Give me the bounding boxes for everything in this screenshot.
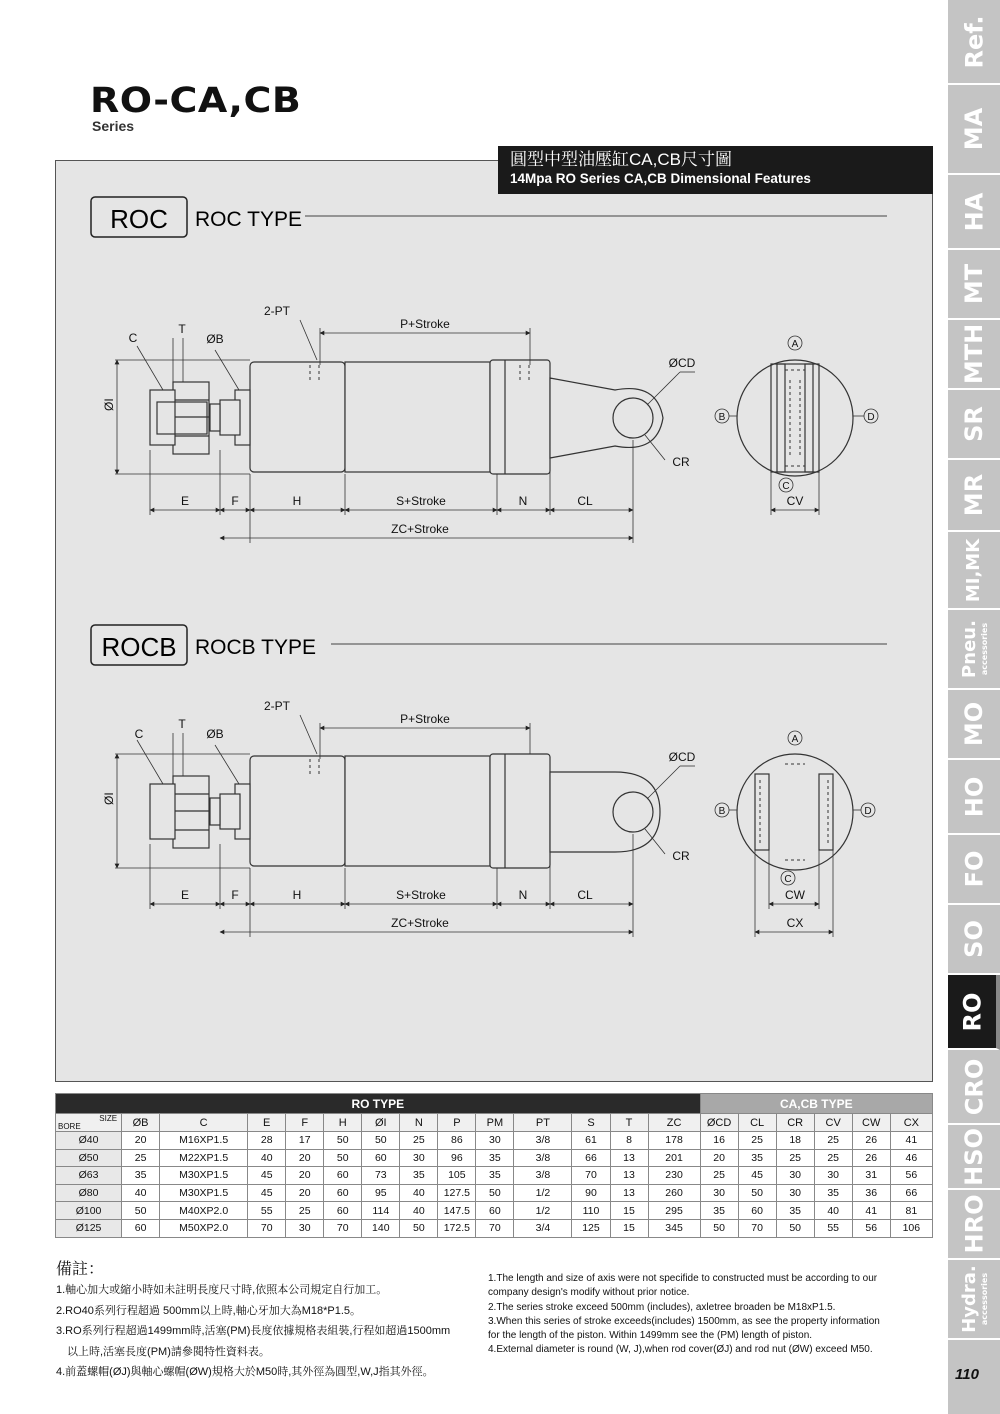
col-header: T xyxy=(610,1114,648,1132)
notes-zh xyxy=(56,1280,476,1383)
tab-cro[interactable] xyxy=(948,1050,1000,1125)
tab-label xyxy=(960,1128,988,1186)
table-cell: 35 xyxy=(476,1149,514,1167)
tab-fo[interactable] xyxy=(948,835,1000,905)
col-header: H xyxy=(324,1114,362,1132)
bore-cell: Ø63 xyxy=(56,1167,122,1185)
table-cell: 201 xyxy=(648,1149,700,1167)
table-cell: 3/8 xyxy=(514,1149,572,1167)
bore-cell: Ø125 xyxy=(56,1219,122,1237)
tab-hso[interactable] xyxy=(948,1125,1000,1190)
tab-label xyxy=(960,192,988,231)
roc-dim-cd: ØCD xyxy=(668,356,696,370)
tab-label-text: MI,MK xyxy=(963,538,985,602)
rocb-dim-cd: ØCD xyxy=(668,750,696,764)
col-header: N xyxy=(400,1114,438,1132)
bore-cell: Ø50 xyxy=(56,1149,122,1167)
table-cell: 96 xyxy=(438,1149,476,1167)
table-cell: 25 xyxy=(400,1132,438,1150)
roc-point-d: D xyxy=(867,412,875,423)
table-cell: M50XP2.0 xyxy=(160,1219,248,1237)
rocb-dim-p-stroke: P+Stroke xyxy=(400,712,450,726)
col-header: C xyxy=(160,1114,248,1132)
table-cell: 70 xyxy=(738,1219,776,1237)
rocb-dim-b: ØB xyxy=(206,727,224,741)
tab-label-text: MR xyxy=(960,473,988,517)
rocb-point-b: B xyxy=(718,806,726,817)
tab-label-text: SO xyxy=(960,920,988,958)
table-cell: 35 xyxy=(476,1167,514,1185)
table-cell: 86 xyxy=(438,1132,476,1150)
table-cell: 60 xyxy=(476,1202,514,1220)
table-cell: 40 xyxy=(400,1202,438,1220)
table-cell: 25 xyxy=(776,1149,814,1167)
col-header: ZC xyxy=(648,1114,700,1132)
tab-mth[interactable] xyxy=(948,320,1000,390)
tab-pneu[interactable] xyxy=(948,610,1000,690)
tab-sublabel: accessories xyxy=(980,622,989,676)
table-cell: 260 xyxy=(648,1184,700,1202)
table-cell: 95 xyxy=(362,1184,400,1202)
tab-label xyxy=(959,1265,989,1333)
table-cell: M30XP1.5 xyxy=(160,1167,248,1185)
rocb-dim-h: H xyxy=(292,888,302,902)
group-ca-cb-type: CA,CB TYPE xyxy=(700,1094,932,1114)
tab-label xyxy=(964,538,985,601)
note-zh-line: 2.RO40系列行程超過 500mm以上時,軸心牙加大為M18*P1.5。 xyxy=(56,1304,362,1317)
tab-label xyxy=(960,324,988,384)
roc-badge: ROC xyxy=(110,204,168,234)
table-cell: 50 xyxy=(362,1132,400,1150)
page-number: 110 xyxy=(955,1366,979,1383)
table-cell: 105 xyxy=(438,1167,476,1185)
tab-label-text: RO xyxy=(957,992,986,1031)
table-cell: 60 xyxy=(362,1149,400,1167)
table-cell: 20 xyxy=(286,1167,324,1185)
tab-label-text: HO xyxy=(960,776,988,817)
table-cell: 25 xyxy=(738,1132,776,1150)
tab-label xyxy=(960,702,988,746)
roc-dim-f: F xyxy=(231,494,239,508)
series-subtitle: Series xyxy=(92,118,135,134)
table-cell: 30 xyxy=(400,1149,438,1167)
note-zh-line: 1.軸心加大或縮小時如未註明長度尺寸時,依照本公司規定自行加工。 xyxy=(56,1284,388,1296)
table-cell: 230 xyxy=(648,1167,700,1185)
tab-label-text: SR xyxy=(959,406,988,442)
roc-dim-pt: 2-PT xyxy=(263,304,291,318)
table-cell: 90 xyxy=(572,1184,610,1202)
tab-label xyxy=(960,851,988,888)
table-cell: 3/4 xyxy=(514,1219,572,1237)
col-header: CX xyxy=(890,1114,932,1132)
table-cell: 20 xyxy=(122,1132,160,1150)
table-row xyxy=(56,1149,933,1167)
tab-label xyxy=(960,108,988,150)
table-cell: M40XP2.0 xyxy=(160,1202,248,1220)
rocb-point-a: A xyxy=(791,734,799,745)
rocb-dim-s-stroke: S+Stroke xyxy=(396,888,446,902)
tab-label-text: HSO xyxy=(960,1127,988,1186)
table-cell: 50 xyxy=(324,1132,362,1150)
table-cell: 60 xyxy=(738,1202,776,1220)
table-cell: 41 xyxy=(852,1202,890,1220)
tab-hydra[interactable] xyxy=(948,1260,1000,1340)
table-cell: 61 xyxy=(572,1132,610,1150)
rocb-point-d: D xyxy=(864,806,872,817)
table-cell: 17 xyxy=(286,1132,324,1150)
rocb-dim-cx: CX xyxy=(786,916,804,930)
table-cell: 30 xyxy=(776,1167,814,1185)
series-title: RO-CA,CB xyxy=(90,80,302,121)
tab-label-text: Pneu. xyxy=(959,620,980,678)
table-cell: 40 xyxy=(814,1202,852,1220)
table-cell: 45 xyxy=(248,1167,286,1185)
table-cell: 40 xyxy=(122,1184,160,1202)
table-row xyxy=(56,1132,933,1150)
rocb-dim-cl: CL xyxy=(577,888,593,902)
bore-cell: Ø80 xyxy=(56,1184,122,1202)
table-cell: 55 xyxy=(814,1219,852,1237)
table-cell: 45 xyxy=(738,1167,776,1185)
table-cell: 50 xyxy=(400,1219,438,1237)
table-cell: M30XP1.5 xyxy=(160,1184,248,1202)
table-cell: 110 xyxy=(572,1202,610,1220)
rocb-point-c: C xyxy=(784,874,792,885)
tab-ho[interactable] xyxy=(948,760,1000,835)
tab-label-text: MA xyxy=(960,107,988,151)
col-header: F xyxy=(286,1114,324,1132)
table-cell: 45 xyxy=(248,1184,286,1202)
table-header-row xyxy=(56,1114,933,1132)
roc-point-a: A xyxy=(791,339,799,350)
col-header: CL xyxy=(738,1114,776,1132)
table-cell: 106 xyxy=(890,1219,932,1237)
table-cell: 3/8 xyxy=(514,1167,572,1185)
table-cell: 70 xyxy=(248,1219,286,1237)
table-cell: 20 xyxy=(286,1149,324,1167)
table-cell: 15 xyxy=(610,1219,648,1237)
rocb-type-label: ROCB TYPE xyxy=(195,636,316,659)
tab-label-text: Hydra. xyxy=(959,1265,981,1333)
col-header: PT xyxy=(514,1114,572,1132)
cylinder-drawings xyxy=(55,160,933,1082)
col-header: ØB xyxy=(122,1114,160,1132)
table-cell: 127.5 xyxy=(438,1184,476,1202)
roc-dim-cl: CL xyxy=(577,494,593,508)
rocb-section xyxy=(91,625,887,937)
table-cell: 35 xyxy=(814,1184,852,1202)
table-cell: 25 xyxy=(286,1202,324,1220)
rocb-badge: ROCB xyxy=(101,632,177,662)
table-cell: 55 xyxy=(248,1202,286,1220)
col-header: S xyxy=(572,1114,610,1132)
table-cell: 16 xyxy=(700,1132,738,1150)
table-cell: 125 xyxy=(572,1219,610,1237)
table-cell: 35 xyxy=(700,1202,738,1220)
table-cell: 15 xyxy=(610,1202,648,1220)
group-ro-type: RO TYPE xyxy=(56,1094,701,1114)
size-label: SIZE xyxy=(99,1114,118,1123)
note-en-line: company design's modify without prior notice. xyxy=(488,1287,690,1299)
note-zh-line: 4.前蓋螺帽(ØJ)與軸心螺帽(ØW)規格大於M50時,其外徑為圓型,W,J指其外徑。 xyxy=(56,1366,434,1378)
table-cell: 31 xyxy=(852,1167,890,1185)
roc-dim-c: C xyxy=(128,331,138,345)
table-cell: 3/8 xyxy=(514,1132,572,1150)
roc-point-b: B xyxy=(718,412,726,423)
table-cell: 25 xyxy=(700,1167,738,1185)
table-cell: 140 xyxy=(362,1219,400,1237)
table-cell: 345 xyxy=(648,1219,700,1237)
table-row xyxy=(56,1167,933,1185)
table-cell: 114 xyxy=(362,1202,400,1220)
col-header: ØI xyxy=(362,1114,400,1132)
table-cell: 81 xyxy=(890,1202,932,1220)
tab-mt[interactable] xyxy=(948,250,1000,320)
table-cell: 25 xyxy=(814,1149,852,1167)
roc-dim-zc-stroke: ZC+Stroke xyxy=(391,522,449,536)
roc-dim-p-stroke: P+Stroke xyxy=(400,317,450,331)
table-cell: 13 xyxy=(610,1167,648,1185)
table-cell: 66 xyxy=(890,1184,932,1202)
table-cell: 56 xyxy=(852,1219,890,1237)
table-cell: 18 xyxy=(776,1132,814,1150)
tab-sublabel: accessories xyxy=(980,1272,990,1326)
tab-mo[interactable] xyxy=(948,690,1000,760)
tab-ma[interactable] xyxy=(948,85,1000,175)
tab-label-text: HRO xyxy=(960,1194,988,1254)
table-cell: 172.5 xyxy=(438,1219,476,1237)
col-header: PM xyxy=(476,1114,514,1132)
roc-section xyxy=(91,197,887,543)
note-en-line: for the length of the piston. Within 1499mm see the (PM) length of piston. xyxy=(488,1330,813,1342)
table-cell: 35 xyxy=(122,1167,160,1185)
table-cell: 50 xyxy=(476,1184,514,1202)
table-cell: 70 xyxy=(476,1219,514,1237)
roc-dim-cr: CR xyxy=(672,455,690,469)
table-cell: 50 xyxy=(776,1219,814,1237)
roc-dim-n: N xyxy=(518,494,528,508)
rocb-dim-cw: CW xyxy=(785,888,805,902)
col-header: CR xyxy=(776,1114,814,1132)
bore-label: BORE xyxy=(58,1122,81,1131)
tab-label-text: MTH xyxy=(960,323,988,385)
table-row xyxy=(56,1184,933,1202)
table-cell: 35 xyxy=(776,1202,814,1220)
tab-label xyxy=(960,920,988,958)
category-tab-bar xyxy=(948,0,1000,1414)
table-cell: 178 xyxy=(648,1132,700,1150)
table-cell: 35 xyxy=(738,1149,776,1167)
table-cell: 50 xyxy=(700,1219,738,1237)
rocb-dim-f: F xyxy=(231,888,239,902)
rocb-dim-i: ØI xyxy=(102,792,116,805)
note-en-line: 3.When this series of stroke exceeds(includes) 1500mm, as see the property information xyxy=(488,1315,880,1327)
note-en-line: 2.The series stroke exceed 500mm (includes), axletree broaden be M18xP1.5. xyxy=(488,1301,836,1313)
table-cell: 26 xyxy=(852,1149,890,1167)
tab-label xyxy=(958,992,986,1031)
note-zh-line: 以上時,活塞長度(PM)請參閱特性資料表。 xyxy=(56,1345,270,1358)
rocb-dim-t: T xyxy=(178,717,186,731)
notes-title: 備註： xyxy=(56,1261,105,1278)
table-cell: M22XP1.5 xyxy=(160,1149,248,1167)
table-cell: 25 xyxy=(122,1149,160,1167)
table-cell: 1/2 xyxy=(514,1184,572,1202)
tab-label xyxy=(960,15,988,68)
tab-sr[interactable] xyxy=(948,390,1000,460)
table-cell: 40 xyxy=(248,1149,286,1167)
table-cell: 30 xyxy=(286,1219,324,1237)
roc-dim-i: ØI xyxy=(102,398,116,411)
banner-title-en: 14Mpa RO Series CA,CB Dimensional Features xyxy=(510,171,811,186)
bore-cell: Ø100 xyxy=(56,1202,122,1220)
roc-dim-s-stroke: S+Stroke xyxy=(396,494,446,508)
dimension-table xyxy=(55,1093,933,1238)
rocb-dim-c: C xyxy=(134,727,144,741)
table-cell: 28 xyxy=(248,1132,286,1150)
table-cell: 50 xyxy=(324,1149,362,1167)
table-cell: 30 xyxy=(814,1167,852,1185)
table-cell: M16XP1.5 xyxy=(160,1132,248,1150)
tab-label xyxy=(960,264,988,304)
table-cell: 13 xyxy=(610,1184,648,1202)
table-cell: 30 xyxy=(776,1184,814,1202)
tab-mi-mk[interactable] xyxy=(948,532,1000,610)
tab-ref[interactable] xyxy=(948,0,1000,85)
table-cell: 147.5 xyxy=(438,1202,476,1220)
banner-title-zh: 圓型中型油壓缸CA,CB尺寸圖 xyxy=(510,150,732,169)
col-header: E xyxy=(248,1114,286,1132)
col-header: CV xyxy=(814,1114,852,1132)
tab-label-text: HA xyxy=(959,192,988,231)
table-cell: 1/2 xyxy=(514,1202,572,1220)
tab-label-text: CRO xyxy=(960,1058,988,1115)
tab-label xyxy=(959,620,989,678)
table-cell: 66 xyxy=(572,1149,610,1167)
table-cell: 25 xyxy=(814,1132,852,1150)
note-zh-line: 3.RO系列行程超過1499mm時,活塞(PM)長度依據規格表組裝,行程如超過1500mm xyxy=(56,1325,451,1337)
table-cell: 36 xyxy=(852,1184,890,1202)
table-cell: 70 xyxy=(572,1167,610,1185)
table-cell: 60 xyxy=(122,1219,160,1237)
tab-label xyxy=(960,474,988,516)
tab-label-text: MT xyxy=(959,263,988,305)
roc-type-label: ROC TYPE xyxy=(195,208,302,231)
tab-label xyxy=(960,1058,988,1115)
table-cell: 60 xyxy=(324,1184,362,1202)
note-en-line: 1.The length and size of axis were not specifide to constructed must be according to our xyxy=(488,1273,878,1284)
table-cell: 26 xyxy=(852,1132,890,1150)
table-cell: 30 xyxy=(476,1132,514,1150)
rocb-dim-zc-stroke: ZC+Stroke xyxy=(391,916,449,930)
table-cell: 13 xyxy=(610,1149,648,1167)
tab-ro[interactable] xyxy=(948,975,1000,1050)
table-cell: 20 xyxy=(700,1149,738,1167)
table-cell: 60 xyxy=(324,1202,362,1220)
table-cell: 50 xyxy=(122,1202,160,1220)
table-cell: 41 xyxy=(890,1132,932,1150)
table-cell: 8 xyxy=(610,1132,648,1150)
rocb-dim-e: E xyxy=(180,888,190,902)
rocb-dim-cr: CR xyxy=(672,849,690,863)
rocb-dim-n: N xyxy=(518,888,528,902)
notes-en xyxy=(488,1272,908,1358)
roc-dim-b: ØB xyxy=(206,332,224,346)
tab-hro[interactable] xyxy=(948,1190,1000,1260)
table-cell: 30 xyxy=(700,1184,738,1202)
table-cell: 60 xyxy=(324,1167,362,1185)
table-cell: 35 xyxy=(400,1167,438,1185)
roc-dim-h: H xyxy=(292,494,302,508)
tab-label xyxy=(960,406,988,442)
rocb-dim-pt: 2-PT xyxy=(263,699,291,713)
table-cell: 73 xyxy=(362,1167,400,1185)
tab-label-text: Ref. xyxy=(960,14,989,69)
bore-cell: Ø40 xyxy=(56,1132,122,1150)
col-header: P xyxy=(438,1114,476,1132)
table-cell: 70 xyxy=(324,1219,362,1237)
note-en-line: 4.External diameter is round (W, J),when rod cover(ØJ) and rod nut (ØW) exceed M50. xyxy=(488,1344,873,1356)
col-header: CW xyxy=(852,1114,890,1132)
table-cell: 20 xyxy=(286,1184,324,1202)
roc-point-c: C xyxy=(782,481,790,492)
tab-mr[interactable] xyxy=(948,460,1000,532)
roc-dim-e: E xyxy=(180,494,190,508)
tab-label-text: MO xyxy=(959,701,988,747)
tab-label-text: FO xyxy=(959,850,988,888)
size-bore-header xyxy=(56,1114,122,1132)
roc-dim-t: T xyxy=(178,322,186,336)
tab-label xyxy=(960,1195,988,1254)
tab-label xyxy=(960,776,988,817)
table-row xyxy=(56,1202,933,1220)
table-cell: 40 xyxy=(400,1184,438,1202)
roc-dim-cv: CV xyxy=(786,494,804,508)
tab-so[interactable] xyxy=(948,905,1000,975)
table-cell: 46 xyxy=(890,1149,932,1167)
table-cell: 56 xyxy=(890,1167,932,1185)
table-cell: 295 xyxy=(648,1202,700,1220)
table-cell: 50 xyxy=(738,1184,776,1202)
table-row xyxy=(56,1219,933,1237)
col-header: ØCD xyxy=(700,1114,738,1132)
tab-ha[interactable] xyxy=(948,175,1000,250)
